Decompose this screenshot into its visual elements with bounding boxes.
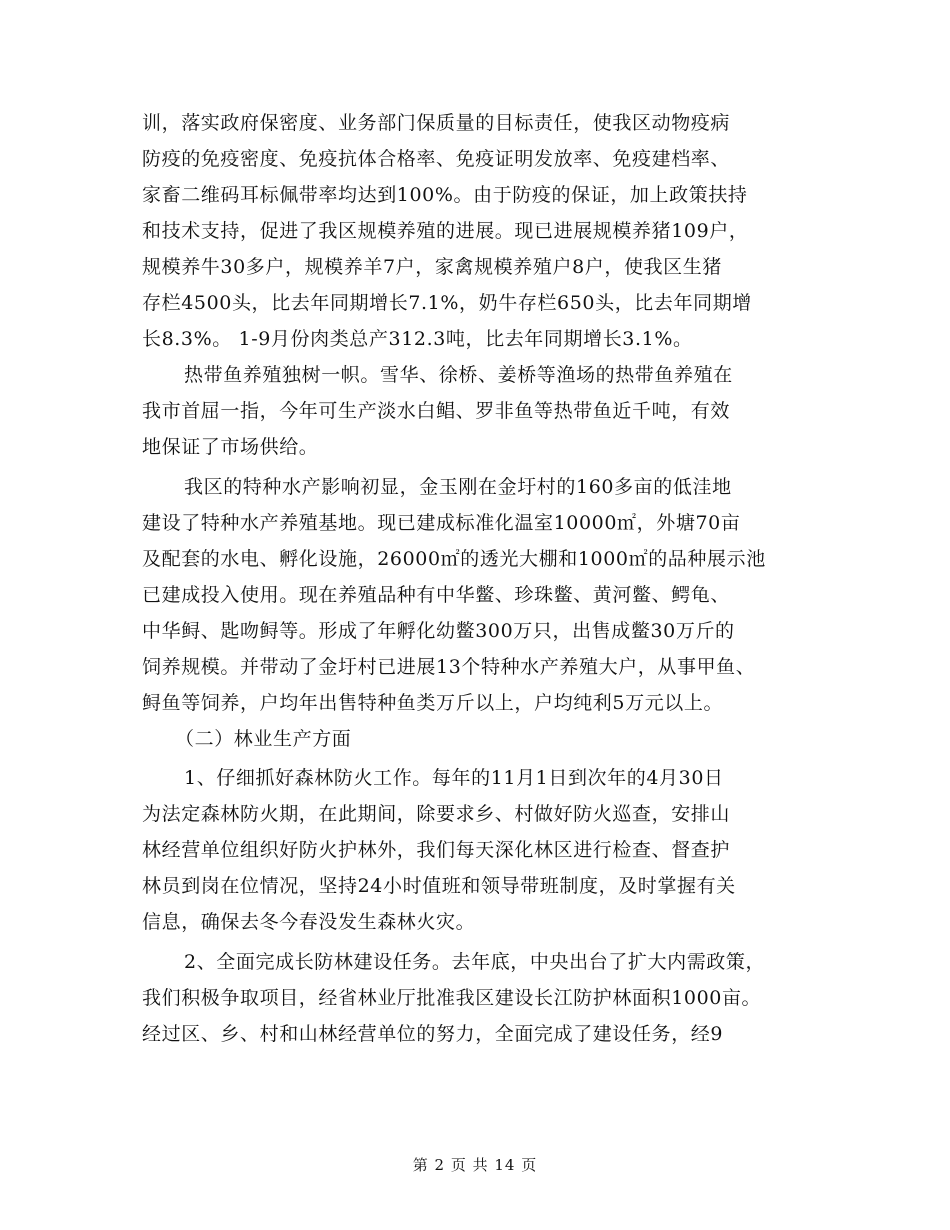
text-line: 和技术支持，促进了我区规模养殖的进展。现已进展规模养猪109户， (142, 220, 749, 242)
text-line: 及配套的水电、孵化设施，26000㎡的透光大棚和1000㎡的品种展示池 (142, 548, 766, 570)
text-line: 林经营单位组织好防火护林外，我们每天深化林区进行检查、督查护 (142, 839, 731, 861)
text-line: 林员到岗在位情况，坚持24小时值班和领导带班制度，及时掌握有关 (142, 875, 736, 897)
paragraph-start-line: 我区的特种水产影响初显，金玉刚在金圩村的160多亩的低洼地 (184, 476, 732, 498)
text-line: 我市首屈一指，今年可生产淡水白鲳、罗非鱼等热带鱼近千吨，有效 (142, 400, 731, 422)
section-heading: （二）林业生产方面 (175, 728, 352, 750)
text-line: 防疫的免疫密度、免疫抗体合格率、免疫证明发放率、免疫建档率、 (142, 148, 731, 170)
text-line: 规模养牛30多户，规模养羊7户，家禽规模养殖户8户，使我区生猪 (142, 256, 722, 278)
text-line: 经过区、乡、村和山林经营单位的努力，全面完成了建设任务，经9 (142, 1023, 724, 1045)
paragraph-start-line: 1、仔细抓好森林防火工作。每年的11月1日到次年的4月30日 (184, 767, 724, 789)
text-line: 训，落实政府保密度、业务部门保质量的目标责任，使我区动物疫病 (142, 112, 731, 134)
paragraph-start-line: 2、全面完成长防林建设任务。去年底，中央出台了扩大内需政策， (184, 951, 766, 973)
text-line: 建设了特种水产养殖基地。现已建成标准化温室10000㎡，外塘70亩 (142, 512, 741, 534)
text-line: 为法定森林防火期，在此期间，除要求乡、村做好防火巡查，安排山 (142, 803, 731, 825)
text-line: 地保证了市场供给。 (142, 436, 319, 458)
paragraph-start-line: 热带鱼养殖独树一帜。雪华、徐桥、姜桥等渔场的热带鱼养殖在 (184, 364, 733, 386)
text-line: 信息，确保去冬今春没发生森林火灾。 (142, 911, 476, 933)
text-line: 中华鲟、匙吻鲟等。形成了年孵化幼鳖300万只，出售成鳖30万斤的 (142, 620, 735, 642)
text-line: 已建成投入使用。现在养殖品种有中华鳖、珍珠鳖、黄河鳖、鳄龟、 (142, 584, 731, 606)
text-line: 家畜二维码耳标佩带率均达到100%。由于防疫的保证，加上政策扶持 (142, 184, 748, 206)
text-line: 我们积极争取项目，经省林业厅批准我区建设长江防护林面积1000亩。 (142, 987, 762, 1009)
text-line: 存栏4500头，比去年同期增长7.1%，奶牛存栏650头，比去年同期增 (142, 292, 752, 314)
text-line: 饲养规模。并带动了金圩村已进展13个特种水产养殖大户，从事甲鱼、 (142, 656, 756, 678)
page-number-footer: 第 2 页 共 14 页 (412, 1156, 538, 1174)
text-line: 长8.3%。 1-9月份肉类总产312.3吨，比去年同期增长3.1%。 (142, 328, 693, 350)
text-line: 鲟鱼等饲养，户均年出售特种鱼类万斤以上，户均纯利5万元以上。 (142, 692, 724, 714)
